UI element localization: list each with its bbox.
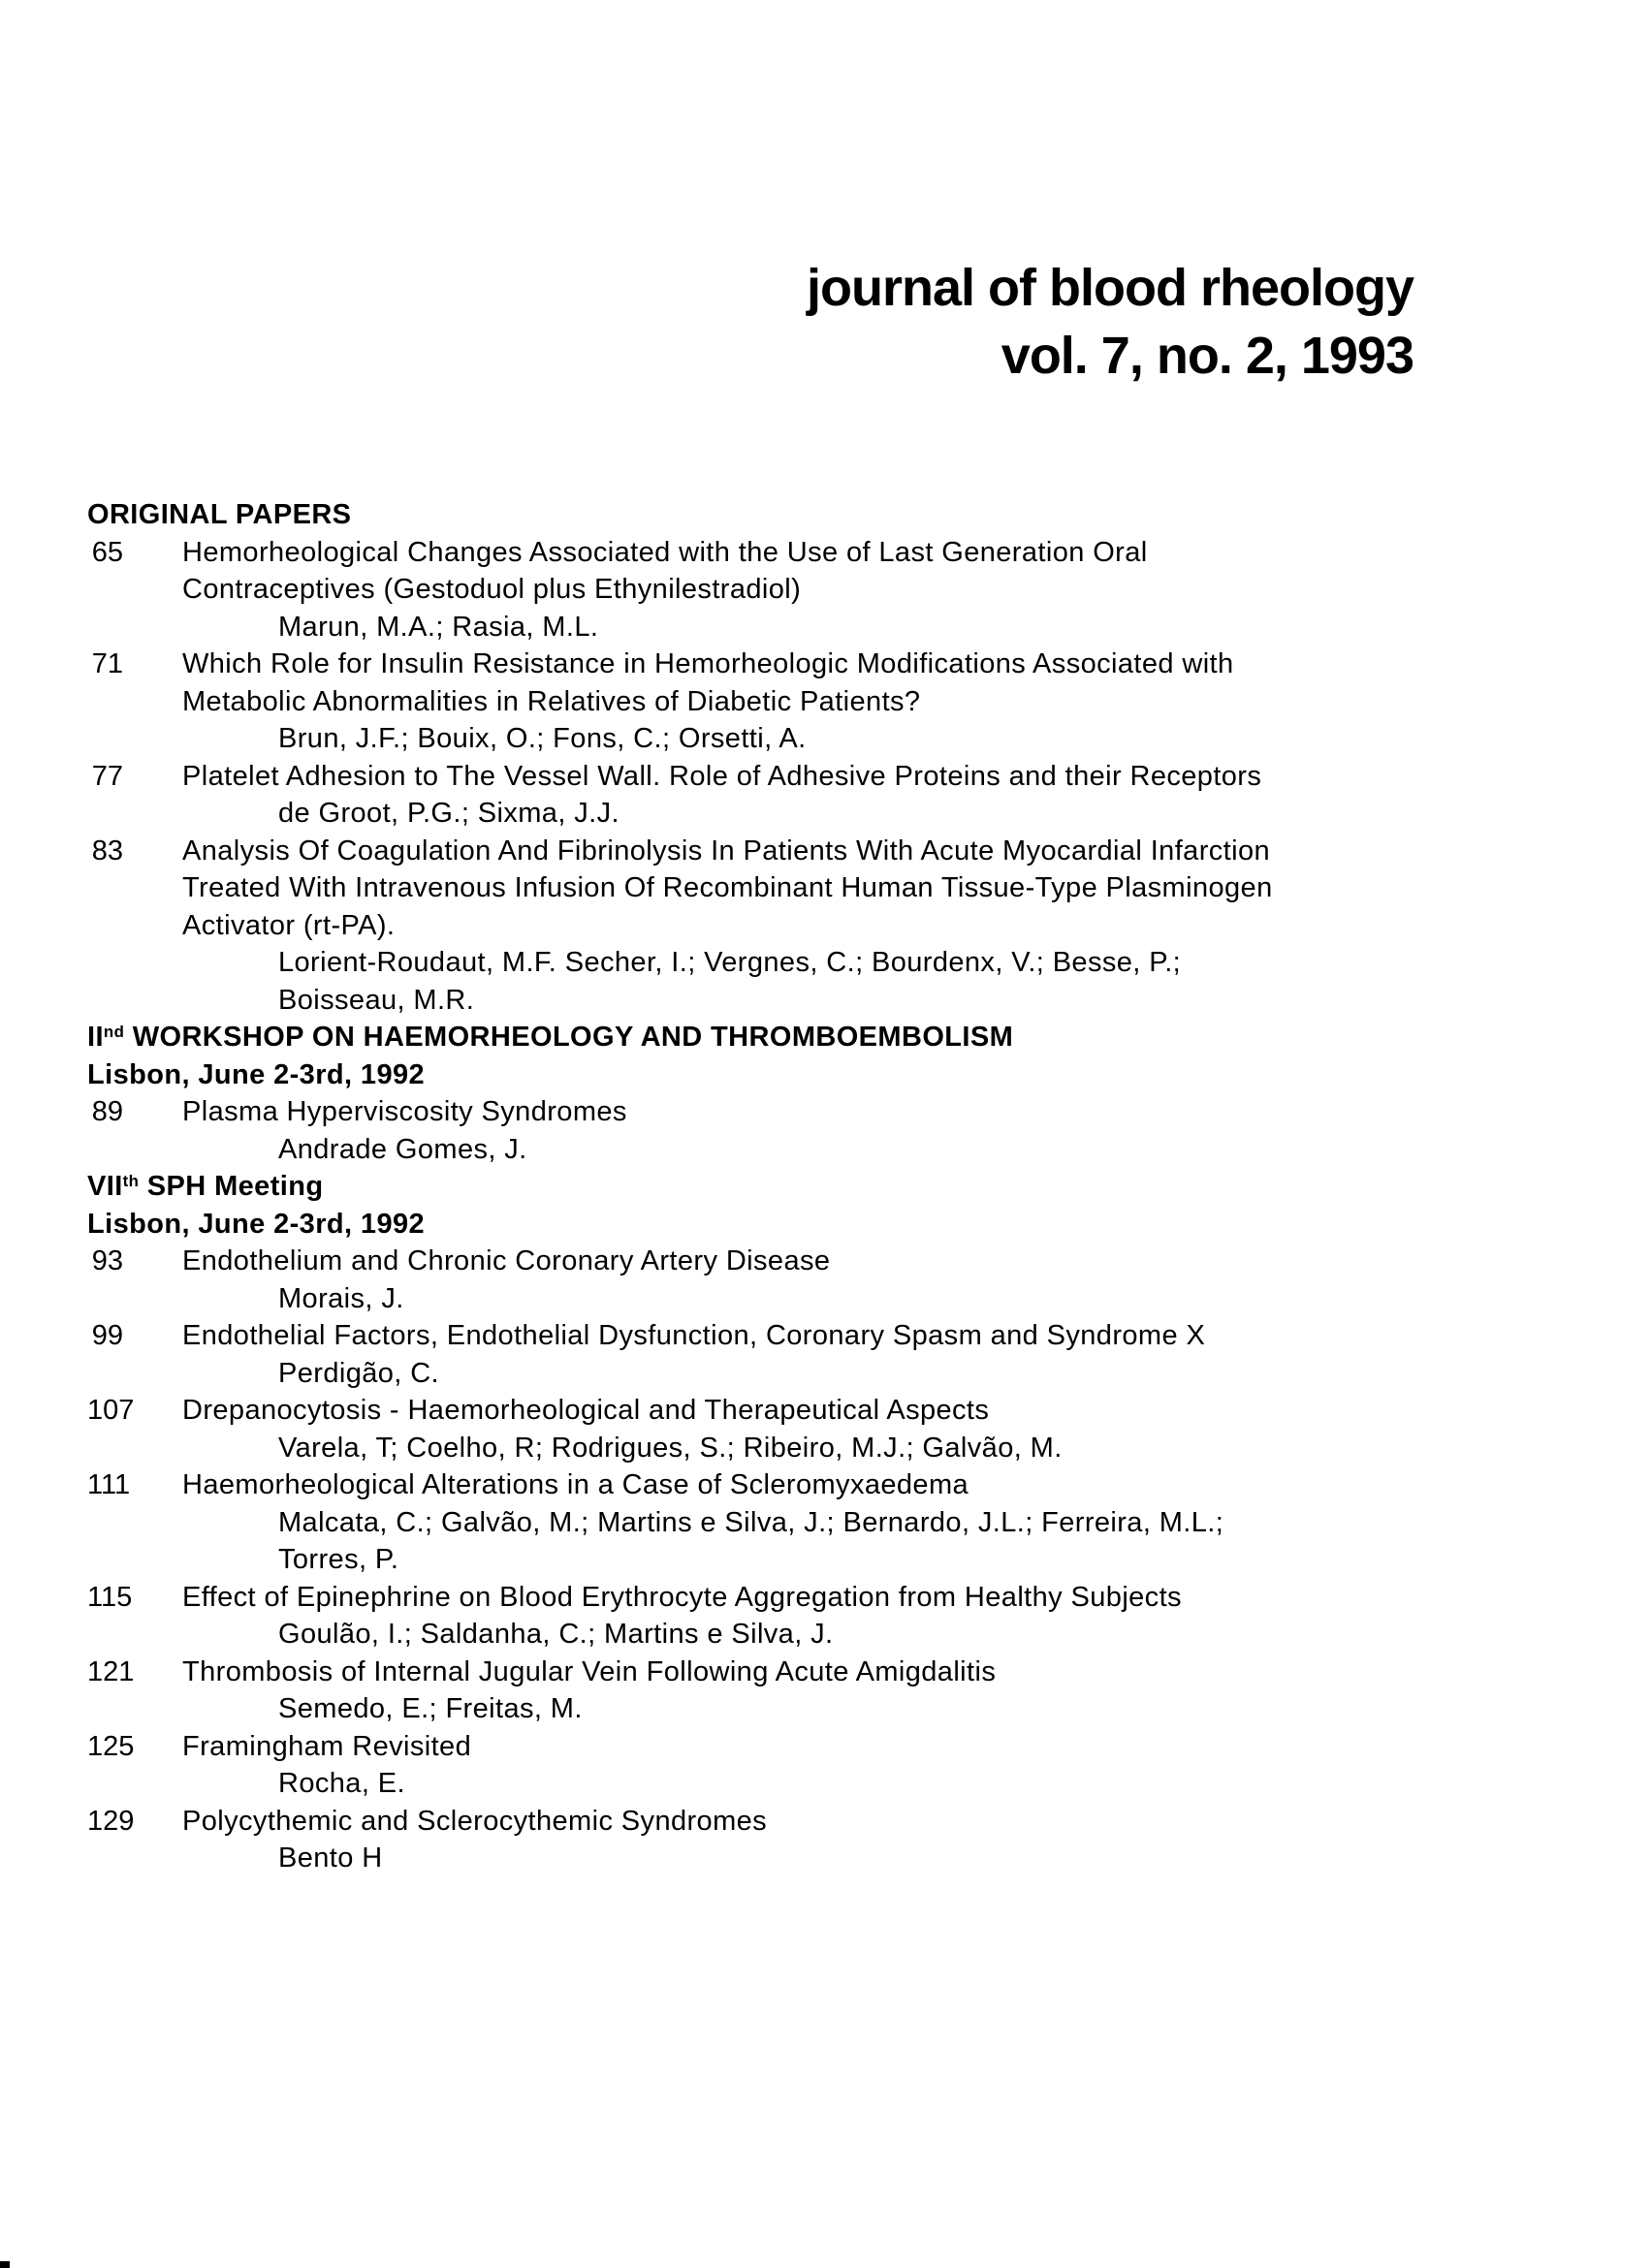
article-authors: Lorient-Roudaut, M.F. Secher, I.; Vergnes, C.; Bourdenx, V.; Besse, P.;: [278, 947, 1182, 978]
article-authors: Marun, M.A.; Rasia, M.L.: [278, 611, 599, 643]
journal-issue: vol. 7, no. 2, 1993: [1001, 327, 1414, 385]
article-authors: Boisseau, M.R.: [278, 984, 475, 1016]
page-number: 111: [87, 1469, 131, 1500]
page-number: 71: [91, 648, 123, 679]
toc-line: [0, 1690, 1652, 1728]
page-number: 83: [91, 835, 123, 866]
toc-line: [0, 496, 1652, 534]
article-title: Plasma Hyperviscosity Syndromes: [182, 1096, 627, 1127]
article-authors: Goulão, I.; Saldanha, C.; Martins e Silva, J.: [278, 1619, 834, 1650]
article-authors: Bento H: [278, 1843, 383, 1874]
toc-line: [0, 1168, 1652, 1206]
toc-line: [0, 869, 1652, 907]
toc-line: [0, 1541, 1652, 1579]
toc-line: [0, 1579, 1652, 1617]
article-authors: Perdigão, C.: [278, 1357, 439, 1389]
page-number: 129: [87, 1805, 135, 1837]
page-number: 93: [91, 1245, 123, 1276]
article-title: Framingham Revisited: [182, 1730, 472, 1762]
toc-line: [0, 982, 1652, 1020]
article-title: Hemorheological Changes Associated with the Use of Last Generation Oral: [182, 536, 1148, 568]
section-header-prefix: II: [87, 1022, 104, 1053]
toc-line: [0, 833, 1652, 870]
toc-line: [0, 1392, 1652, 1430]
article-title-continuation: Treated With Intravenous Infusion Of Recombinant Human Tissue-Type Plasminogen: [182, 872, 1273, 903]
section-header-text: Lisbon, June 2-3rd, 1992: [87, 1208, 426, 1240]
article-authors: Morais, J.: [278, 1282, 404, 1314]
toc-line: [0, 609, 1652, 646]
toc-line: [0, 944, 1652, 982]
article-title-continuation: Contraceptives (Gestoduol plus Ethynilestradiol): [182, 574, 802, 605]
article-title: Endothelial Factors, Endothelial Dysfunction, Coronary Spasm and Syndrome X: [182, 1320, 1206, 1351]
page-number: 65: [91, 536, 123, 568]
article-title: Thrombosis of Internal Jugular Vein Following Acute Amigdalitis: [182, 1655, 997, 1687]
page-number: 99: [91, 1320, 123, 1351]
scan-artifact-mark: [0, 2261, 10, 2268]
page-number: 107: [87, 1395, 135, 1426]
table-of-contents: [0, 496, 1652, 1877]
article-authors: Andrade Gomes, J.: [278, 1133, 527, 1165]
article-title: Polycythemic and Sclerocythemic Syndromes: [182, 1805, 768, 1837]
section-header-text: ORIGINAL PAPERS: [87, 499, 352, 530]
article-title: Which Role for Insulin Resistance in Hemorheologic Modifications Associated with: [182, 648, 1234, 679]
article-authors: Torres, P.: [278, 1544, 399, 1575]
article-title: Endothelium and Chronic Coronary Artery Disease: [182, 1245, 831, 1276]
toc-line: [0, 534, 1652, 572]
section-header-text: VIIth SPH Meeting: [87, 1171, 324, 1202]
toc-line: [0, 1280, 1652, 1318]
toc-line: [0, 1654, 1652, 1691]
toc-line: [0, 907, 1652, 945]
page-number: 89: [91, 1096, 123, 1127]
toc-line: [0, 1430, 1652, 1467]
article-title: Analysis Of Coagulation And Fibrinolysis In Patients With Acute Myocardial Infarction: [182, 835, 1271, 866]
toc-line: [0, 683, 1652, 721]
toc-line: [0, 795, 1652, 833]
toc-line: [0, 1765, 1652, 1803]
toc-line: [0, 1131, 1652, 1169]
page-number: 77: [91, 760, 123, 792]
section-header-prefix: VII: [87, 1171, 123, 1202]
section-header-text: IInd WORKSHOP ON HAEMORHEOLOGY AND THROMBOEMBOLISM: [87, 1022, 1014, 1053]
article-authors: de Groot, P.G.; Sixma, J.J.: [278, 798, 620, 829]
toc-line: [0, 1206, 1652, 1244]
toc-line: [0, 1093, 1652, 1131]
toc-line: [0, 1728, 1652, 1766]
page-number: 121: [87, 1655, 135, 1687]
journal-title: journal of blood rheology: [807, 259, 1414, 317]
article-title: Effect of Epinephrine on Blood Erythrocyte Aggregation from Healthy Subjects: [182, 1581, 1182, 1613]
toc-line: [0, 1803, 1652, 1841]
article-title: Haemorheological Alterations in a Case of Scleromyxaedema: [182, 1469, 969, 1500]
toc-line: [0, 571, 1652, 609]
article-authors: Varela, T; Coelho, R; Rodrigues, S.; Ribeiro, M.J.; Galvão, M.: [278, 1432, 1063, 1464]
article-authors: Semedo, E.; Freitas, M.: [278, 1693, 583, 1724]
toc-line: [0, 646, 1652, 683]
article-title: Platelet Adhesion to The Vessel Wall. Role of Adhesive Proteins and their Receptors: [182, 760, 1262, 792]
ordinal-superscript: nd: [103, 1022, 125, 1041]
toc-line: [0, 1317, 1652, 1355]
toc-line: [0, 1243, 1652, 1280]
toc-line: [0, 1504, 1652, 1542]
page-number: 125: [87, 1730, 135, 1762]
toc-line: [0, 758, 1652, 796]
toc-line: [0, 1840, 1652, 1877]
article-title: Drepanocytosis - Haemorheological and Therapeutical Aspects: [182, 1395, 990, 1426]
journal-title-block: [807, 254, 1414, 390]
page-number: 115: [87, 1581, 133, 1613]
section-header-text: Lisbon, June 2-3rd, 1992: [87, 1058, 426, 1090]
article-authors: Malcata, C.; Galvão, M.; Martins e Silva, J.; Bernardo, J.L.; Ferreira, M.L.;: [278, 1506, 1224, 1538]
article-authors: Rocha, E.: [278, 1768, 405, 1799]
article-authors: Brun, J.F.; Bouix, O.; Fons, C.; Orsetti, A.: [278, 723, 807, 754]
toc-line: [0, 1056, 1652, 1094]
toc-line: [0, 1616, 1652, 1654]
article-title-continuation: Activator (rt-PA).: [182, 909, 396, 941]
toc-line: [0, 1355, 1652, 1393]
toc-line: [0, 1466, 1652, 1504]
toc-line: [0, 1019, 1652, 1056]
ordinal-superscript: th: [122, 1171, 140, 1190]
toc-line: [0, 720, 1652, 758]
article-title-continuation: Metabolic Abnormalities in Relatives of Diabetic Patients?: [182, 685, 921, 717]
